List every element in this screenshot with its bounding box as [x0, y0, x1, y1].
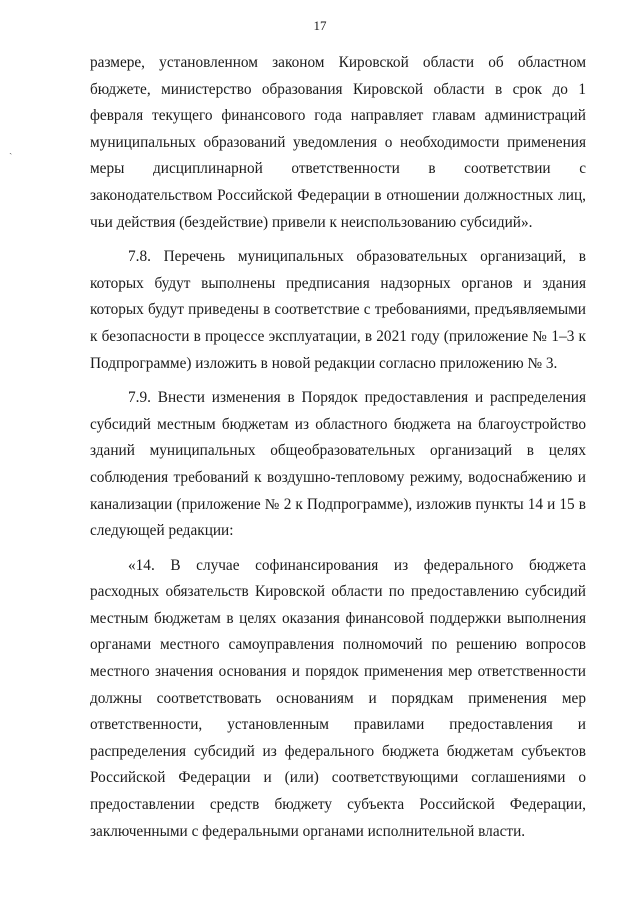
- paragraph-7-9: 7.9. Внести изменения в Порядок предоставления и распределения субсидий местным бюджетам из областного бюджета на благоустройство зданий муниципальных общеобразовательных организаций в целях соблюдения требований к воздушно-тепловому режиму, водоснабжению и канализации (приложение № 2 к Подпрограмме), изложив пункты 14 и 15 в следующей редакции:: [90, 389, 586, 540]
- paragraph-14: «14. В случае софинансирования из федерального бюджета расходных обязательств Кировской области по предоставлению субсидий местным бюджетам в целях оказания финансовой поддержки выполнения органами местного самоуправления полномочий по решению вопросов местного значения основания и порядок применения мер ответственности должны соответствовать основаниям и порядкам применения мер ответственности, установленным правилами предоставления и распределения субсидий из федерального бюджета бюджетам субъектов Российской Федерации и (или) соответствующими соглашениями о предоставлении средств бюджету субъекта Российской Федерации, заключенными с федеральными органами исполнительной власти.: [90, 556, 586, 840]
- page-number: 17: [313, 18, 327, 33]
- margin-mark: ˎ: [9, 144, 13, 155]
- paragraph-continuation: размере, установленном законом Кировской области об областном бюджете, министерство образования Кировской области в срок до 1 февраля текущего финансового года направляет главам администраций муниципальных образований уведомления о необходимости применения меры дисциплинарной ответственности в соответствии с законодательством Российской Федерации в отношении должностных лиц, чьи действия (бездействие) привели к неиспользованию субсидий».: [90, 54, 586, 231]
- document-body: [90, 50, 586, 853]
- paragraph-7-8: 7.8. Перечень муниципальных образовательных организаций, в которых будут выполнены предписания надзорных органов и здания которых будут приведены в соответствие с требованиями, предъявляемыми к безопасности в процессе эксплуатации, в 2021 году (приложение № 1–3 к Подпрограмме) изложить в новой редакции согласно приложению № 3.: [90, 248, 586, 372]
